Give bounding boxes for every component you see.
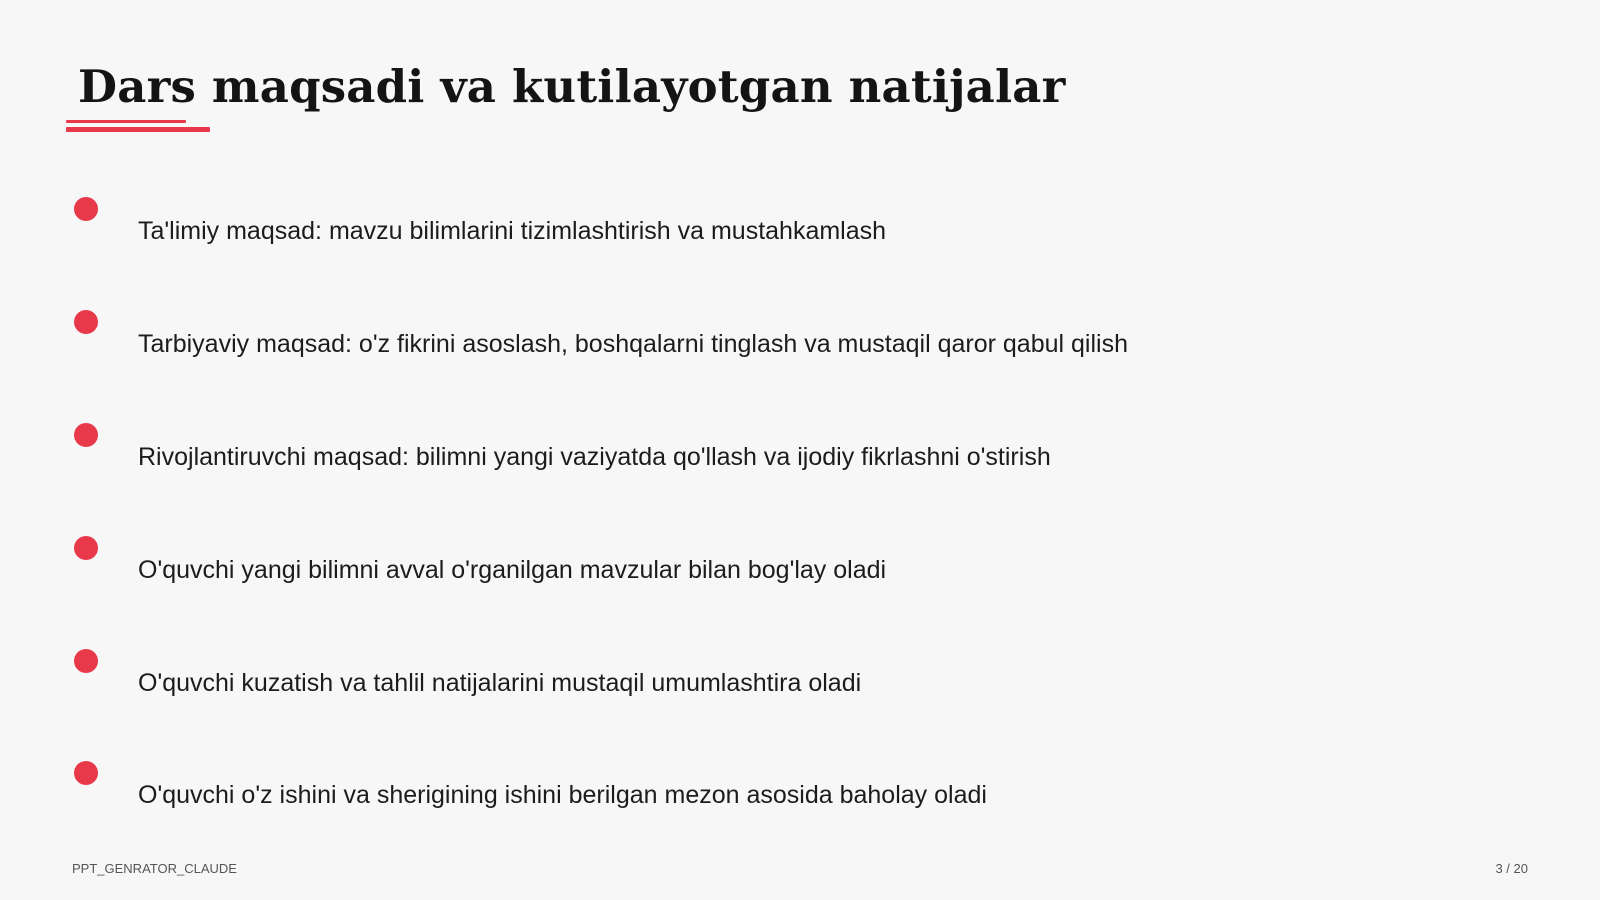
bullet-text: Ta'limiy maqsad: mavzu bilimlarini tizimlashtirish va mustahkamlash [138,217,887,245]
bullet-text: Tarbiyaviy maqsad: o'z fikrini asoslash, boshqalarni tinglash va mustaqil qaror qabul qilish [138,330,1128,358]
bullet-item [0,197,1600,277]
bullet-dot-icon [74,761,98,785]
bullet-item [0,423,1600,503]
slide-title: Dars maqsadi va kutilayotgan natijalar [78,60,1066,113]
bullet-dot-icon [74,197,98,221]
bullet-text: O'quvchi o'z ishini va sherigining ishini berilgan mezon asosida baholay oladi [138,781,987,809]
bullet-text: O'quvchi yangi bilimni avval o'rganilgan mavzular bilan bog'lay oladi [138,556,887,584]
bullet-text: O'quvchi kuzatish va tahlil natijalarini mustaqil umumlashtira oladi [138,669,862,697]
bullet-item [0,649,1600,729]
bullet-dot-icon [74,423,98,447]
bullet-item [0,536,1600,616]
bullet-item [0,761,1600,841]
bullet-text: Rivojlantiruvchi maqsad: bilimni yangi vaziyatda qo'llash va ijodiy fikrlashni o'stirish [138,443,1051,471]
page-indicator: 3 / 20 [1495,861,1528,876]
bullet-item [0,310,1600,390]
footer-brand: PPT_GENRATOR_CLAUDE [72,861,237,876]
bullet-dot-icon [74,536,98,560]
bullet-dot-icon [74,649,98,673]
bullet-dot-icon [74,310,98,334]
